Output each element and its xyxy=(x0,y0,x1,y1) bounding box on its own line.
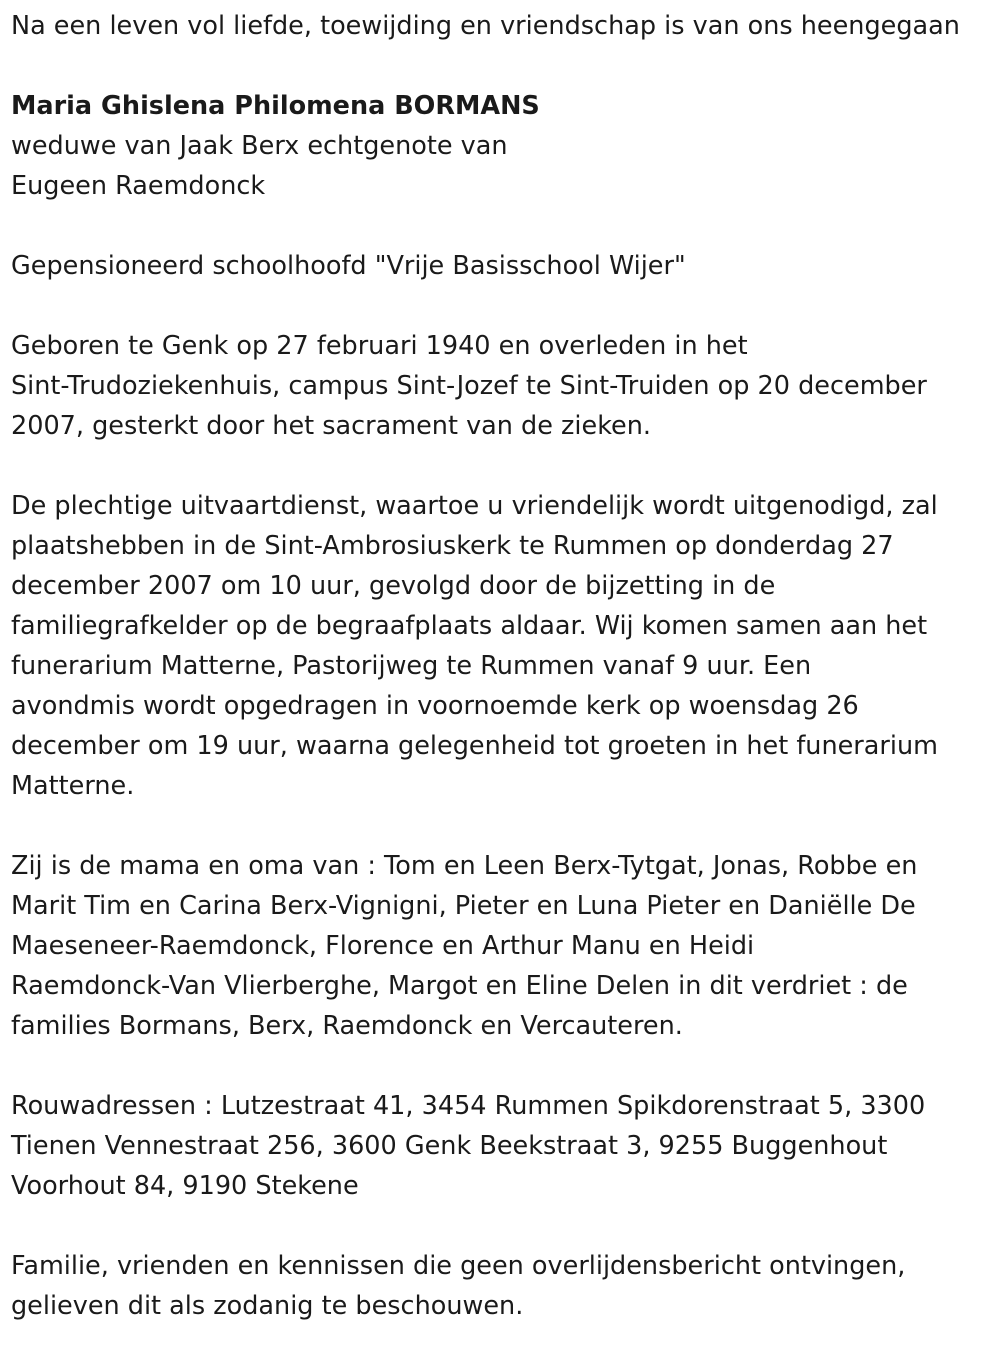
birth-death-paragraph xyxy=(11,326,996,446)
address-paragraph xyxy=(11,1086,996,1206)
birth-death-line: 2007, gesterkt door het sacrament van de zieken. xyxy=(11,411,652,441)
intro-text: Na een leven vol liefde, toewijding en vriendschap is van ons heengegaan xyxy=(11,11,960,41)
funeral-paragraph xyxy=(11,486,996,806)
closing-paragraph xyxy=(11,1246,996,1326)
spacer xyxy=(11,286,1000,326)
family-line: Zij is de mama en oma van : Tom en Leen Berx-Tytgat, Jonas, Robbe en xyxy=(11,851,918,881)
spacer xyxy=(11,206,1000,246)
family-line: Maeseneer-Raemdonck, Florence en Arthur Manu en Heidi xyxy=(11,931,755,961)
address-line: Tienen Vennestraat 256, 3600 Genk Beekstraat 3, 9255 Buggenhout xyxy=(11,1131,888,1161)
address-line: Rouwadressen : Lutzestraat 41, 3454 Rummen Spikdorenstraat 5, 3300 xyxy=(11,1091,926,1121)
relation-line: Eugeen Raemdonck xyxy=(11,171,266,201)
relation-line: weduwe van Jaak Berx echtgenote van xyxy=(11,131,508,161)
family-line: Marit Tim en Carina Berx-Vignigni, Pieter en Luna Pieter en Daniëlle De xyxy=(11,891,916,921)
funeral-line: avondmis wordt opgedragen in voornoemde kerk op woensdag 26 xyxy=(11,691,859,721)
spacer xyxy=(11,1206,1000,1246)
address-line: Voorhout 84, 9190 Stekene xyxy=(11,1171,359,1201)
closing-line: Familie, vrienden en kennissen die geen overlijdensbericht ontvingen, xyxy=(11,1251,906,1281)
family-line: families Bormans, Berx, Raemdonck en Vercauteren. xyxy=(11,1011,683,1041)
birth-death-line: Geboren te Genk op 27 februari 1940 en overleden in het xyxy=(11,331,748,361)
funeral-line: De plechtige uitvaartdienst, waartoe u vriendelijk wordt uitgenodigd, zal xyxy=(11,491,938,521)
family-paragraph xyxy=(11,846,996,1046)
closing-line: gelieven dit als zodanig te beschouwen. xyxy=(11,1291,524,1321)
funeral-line: Matterne. xyxy=(11,771,135,801)
spacer xyxy=(11,1046,1000,1086)
funeral-line: plaatshebben in de Sint-Ambrosiuskerk te Rummen op donderdag 27 xyxy=(11,531,894,561)
spacer xyxy=(11,446,1000,486)
spacer xyxy=(11,46,1000,86)
funeral-line: december om 19 uur, waarna gelegenheid tot groeten in het funerarium xyxy=(11,731,938,761)
deceased-name: Maria Ghislena Philomena BORMANS xyxy=(11,91,540,121)
relation-paragraph xyxy=(11,126,996,206)
funeral-line: funerarium Matterne, Pastorijweg te Rummen vanaf 9 uur. Een xyxy=(11,651,812,681)
funeral-line: familiegrafkelder op de begraafplaats aldaar. Wij komen samen aan het xyxy=(11,611,928,641)
profession-text: Gepensioneerd schoolhoofd "Vrije Basisschool Wijer" xyxy=(11,251,686,281)
spacer xyxy=(11,806,1000,846)
birth-death-line: Sint-Trudoziekenhuis, campus Sint-Jozef te Sint-Truiden op 20 december xyxy=(11,371,927,401)
family-line: Raemdonck-Van Vlierberghe, Margot en Eline Delen in dit verdriet : de xyxy=(11,971,908,1001)
funeral-line: december 2007 om 10 uur, gevolgd door de bijzetting in de xyxy=(11,571,776,601)
